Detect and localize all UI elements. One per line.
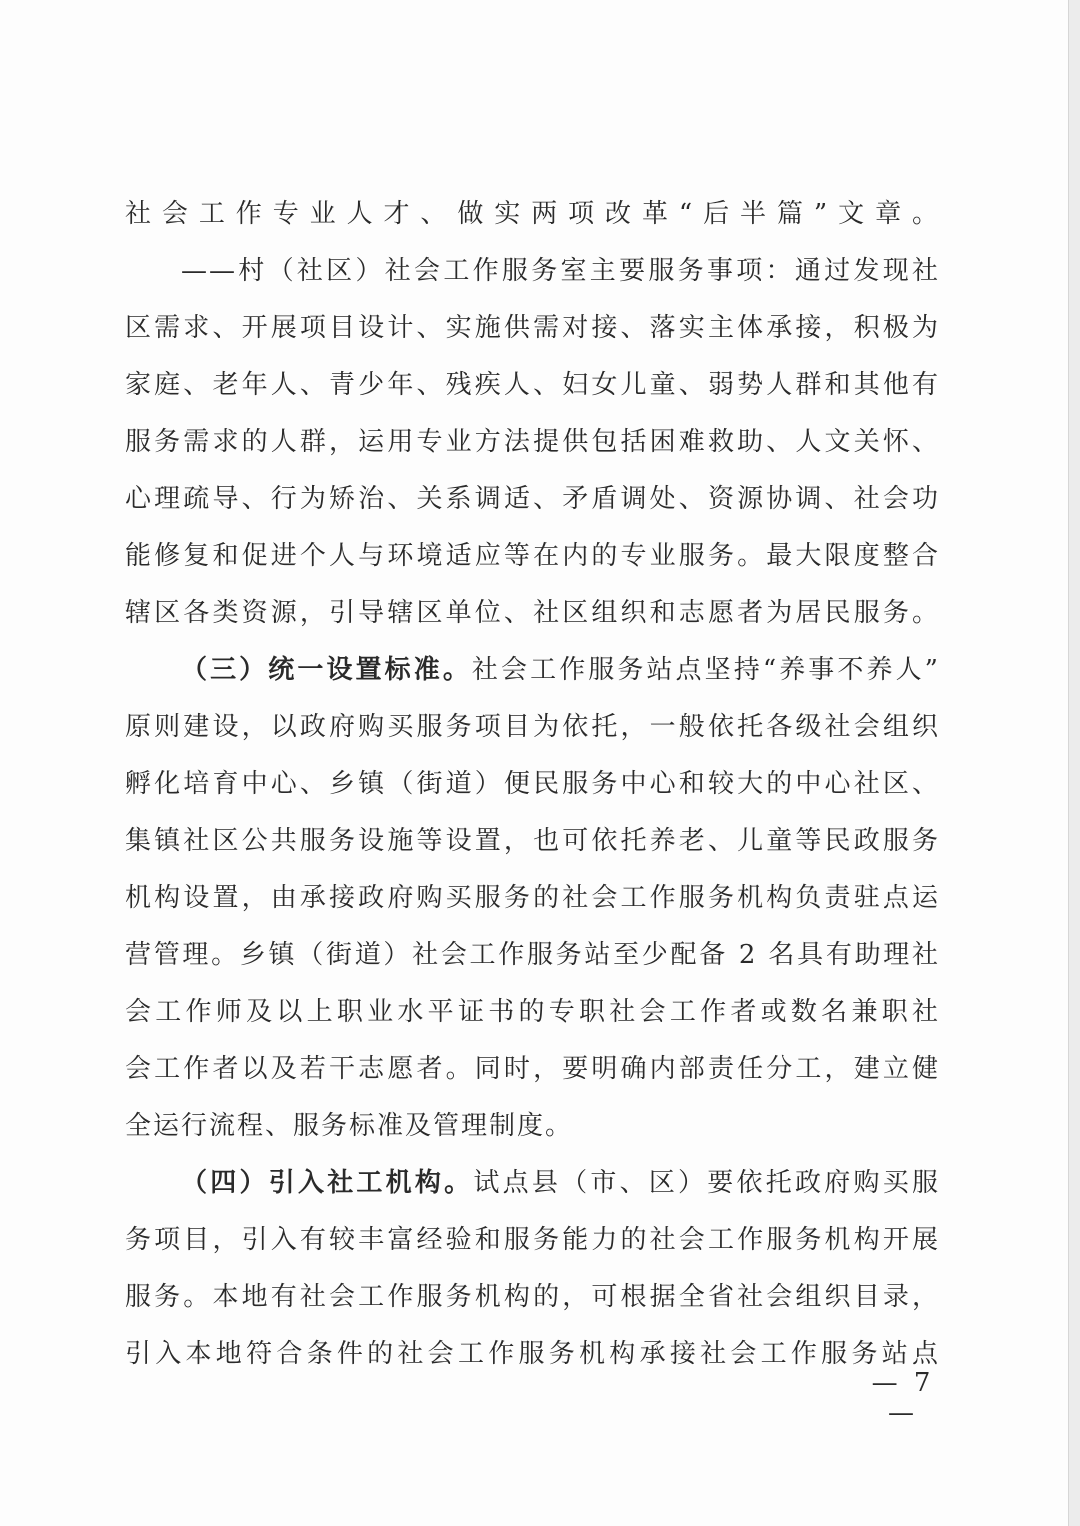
text-line-8: 辖区各类资源，引导辖区单位、社区组织和志愿者为居民服务。	[125, 598, 940, 628]
page-number: — 7 —	[871, 1368, 935, 1428]
section-4-heading: 引入社工机构。	[268, 1168, 474, 1198]
text-line-6: 心理疏导、行为矫治、关系调适、矛盾调处、资源协调、社会功	[125, 484, 940, 514]
text-line-7: 能修复和促进个人与环境适应等在内的专业服务。最大限度整合	[125, 541, 940, 571]
body-text	[125, 186, 940, 1383]
section-3-text: 社会工作服务站点坚持“养事不养人”	[471, 655, 940, 685]
section-4-text: 试点县（市、区）要依托政府购买服	[473, 1168, 940, 1198]
text-line-12: 集镇社区公共服务设施等设置，也可依托养老、儿童等民政服务	[125, 826, 940, 856]
text-line-17: 全运行流程、服务标准及管理制度。	[125, 1111, 574, 1141]
text-line-5: 服务需求的人群，运用专业方法提供包括困难救助、人文关怀、	[125, 427, 940, 457]
text-line-4: 家庭、老年人、青少年、残疾人、妇女儿童、弱势人群和其他有	[125, 370, 940, 400]
text-line-13: 机构设置，由承接政府购买服务的社会工作服务机构负责驻点运	[125, 883, 940, 913]
section-3-label: （三）	[181, 655, 269, 685]
text-line-11: 孵化培育中心、乡镇（街道）便民服务中心和较大的中心社区、	[125, 769, 940, 799]
section-4-first-line	[125, 1155, 940, 1212]
text-line-10: 原则建设，以政府购买服务项目为依托，一般依托各级社会组织	[125, 712, 940, 742]
section-4-label: （四）	[181, 1168, 269, 1198]
text-line-16: 会工作者以及若干志愿者。同时，要明确内部责任分工，建立健	[125, 1054, 940, 1084]
text-line-15: 会工作师及以上职业水平证书的专职社会工作者或数名兼职社	[125, 997, 940, 1027]
text-line-2: ——村（社区）社会工作服务室主要服务事项：通过发现社	[181, 256, 940, 286]
text-line-14: 营管理。乡镇（街道）社会工作服务站至少配备 2 名具有助理社	[125, 940, 940, 970]
text-line-19: 务项目，引入有较丰富经验和服务能力的社会工作服务机构开展	[125, 1225, 940, 1255]
section-3-heading: 统一设置标准。	[268, 655, 472, 685]
text-line-1: 社会工作专业人才、做实两项改革“后半篇”文章。	[125, 199, 940, 229]
section-3-first-line	[125, 642, 940, 699]
text-line-20: 服务。本地有社会工作服务机构的，可根据全省社会组织目录，	[125, 1282, 940, 1312]
text-line-3: 区需求、开展项目设计、实施供需对接、落实主体承接，积极为	[125, 313, 940, 343]
text-line-21: 引入本地符合条件的社会工作服务机构承接社会工作服务站点	[125, 1339, 940, 1369]
